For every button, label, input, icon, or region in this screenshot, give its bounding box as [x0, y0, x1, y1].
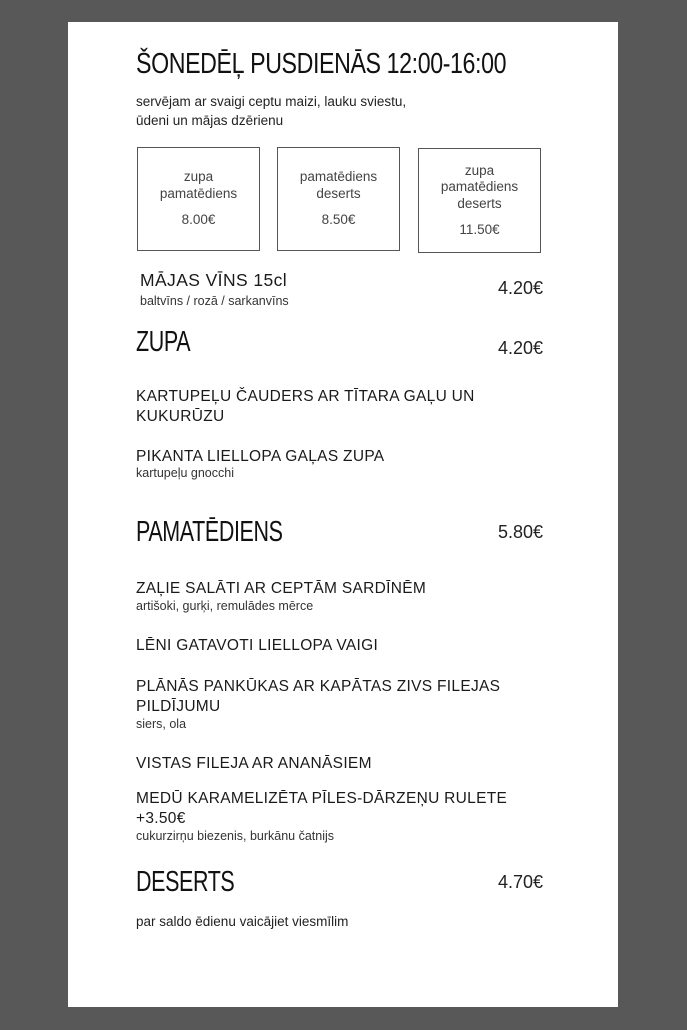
subtitle-line: servējam ar svaigi ceptu maizi, lauku sviestu,	[136, 94, 407, 109]
combo-soup-main	[137, 147, 260, 251]
combo-line: deserts	[457, 195, 502, 211]
combo-price: 8.50€	[321, 212, 356, 228]
wine-name: MĀJAS VĪNS 15cl	[140, 270, 288, 290]
section-title-dessert: DESERTS	[136, 866, 235, 898]
combo-main-dessert	[277, 147, 400, 251]
main-price: 5.80€	[497, 522, 543, 542]
menu-item: PIKANTA LIELLOPA GAĻAS ZUPA	[136, 448, 385, 465]
item-note: cukurzirņu biezenis, burkānu čatnijs	[136, 829, 335, 843]
item-name-line: MEDŪ KARAMELIZĒTA PĪLES-DĀRZEŅU RULETE	[136, 790, 508, 807]
subtitle	[136, 92, 496, 130]
section-title-main: PAMATĒDIENS	[136, 516, 283, 548]
wine-price: 4.20€	[497, 278, 543, 298]
subtitle-line: ūdeni un mājas dzērienu	[136, 113, 284, 128]
dessert-note: par saldo ēdienu vaicājiet viesmīlim	[136, 914, 349, 929]
combo-price: 11.50€	[459, 222, 500, 237]
menu-item	[136, 677, 546, 716]
item-note: kartupeļu gnocchi	[136, 466, 234, 480]
combo-line: zupa	[183, 169, 214, 185]
dessert-price: 4.70€	[497, 872, 543, 892]
menu-item: VISTAS FILEJA AR ANANĀSIEM	[136, 755, 372, 772]
soup-price: 4.20€	[497, 338, 543, 358]
item-name-line: KARTUPEĻU ČAUDERS AR TĪTARA GAĻU UN	[136, 388, 475, 405]
combo-line: pamatēdiens	[299, 169, 378, 185]
combo-price: 8.00€	[181, 212, 216, 228]
menu-item	[136, 387, 546, 426]
item-name-line: PLĀNĀS PANKŪKAS AR KAPĀTAS ZIVS FILEJAS	[136, 678, 501, 695]
menu-item: ZAĻIE SALĀTI AR CEPTĀM SARDĪNĒM	[136, 580, 427, 597]
item-note: artišoki, gurķi, remulādes mērce	[136, 599, 314, 613]
item-name-line: PILDĪJUMU	[136, 697, 221, 715]
combo-line: pamatēdiens	[159, 185, 238, 201]
combo-line: deserts	[316, 185, 361, 201]
combo-soup-main-dessert	[418, 148, 541, 253]
menu-page	[68, 22, 618, 1007]
combo-line: zupa	[464, 162, 495, 178]
combo-line: pamatēdiens	[440, 179, 519, 194]
page-title: ŠONEDĒĻ PUSDIENĀS 12:00-16:00	[136, 48, 507, 80]
item-name-line: +3.50€	[136, 809, 186, 827]
item-name-line: KUKURŪZU	[136, 407, 225, 425]
wine-note: baltvīns / rozā / sarkanvīns	[140, 294, 289, 308]
item-note: siers, ola	[136, 717, 187, 731]
menu-item	[136, 789, 546, 828]
menu-item: LĒNI GATAVOTI LIELLOPA VAIGI	[136, 637, 379, 654]
section-title-soup: ZUPA	[136, 326, 191, 358]
